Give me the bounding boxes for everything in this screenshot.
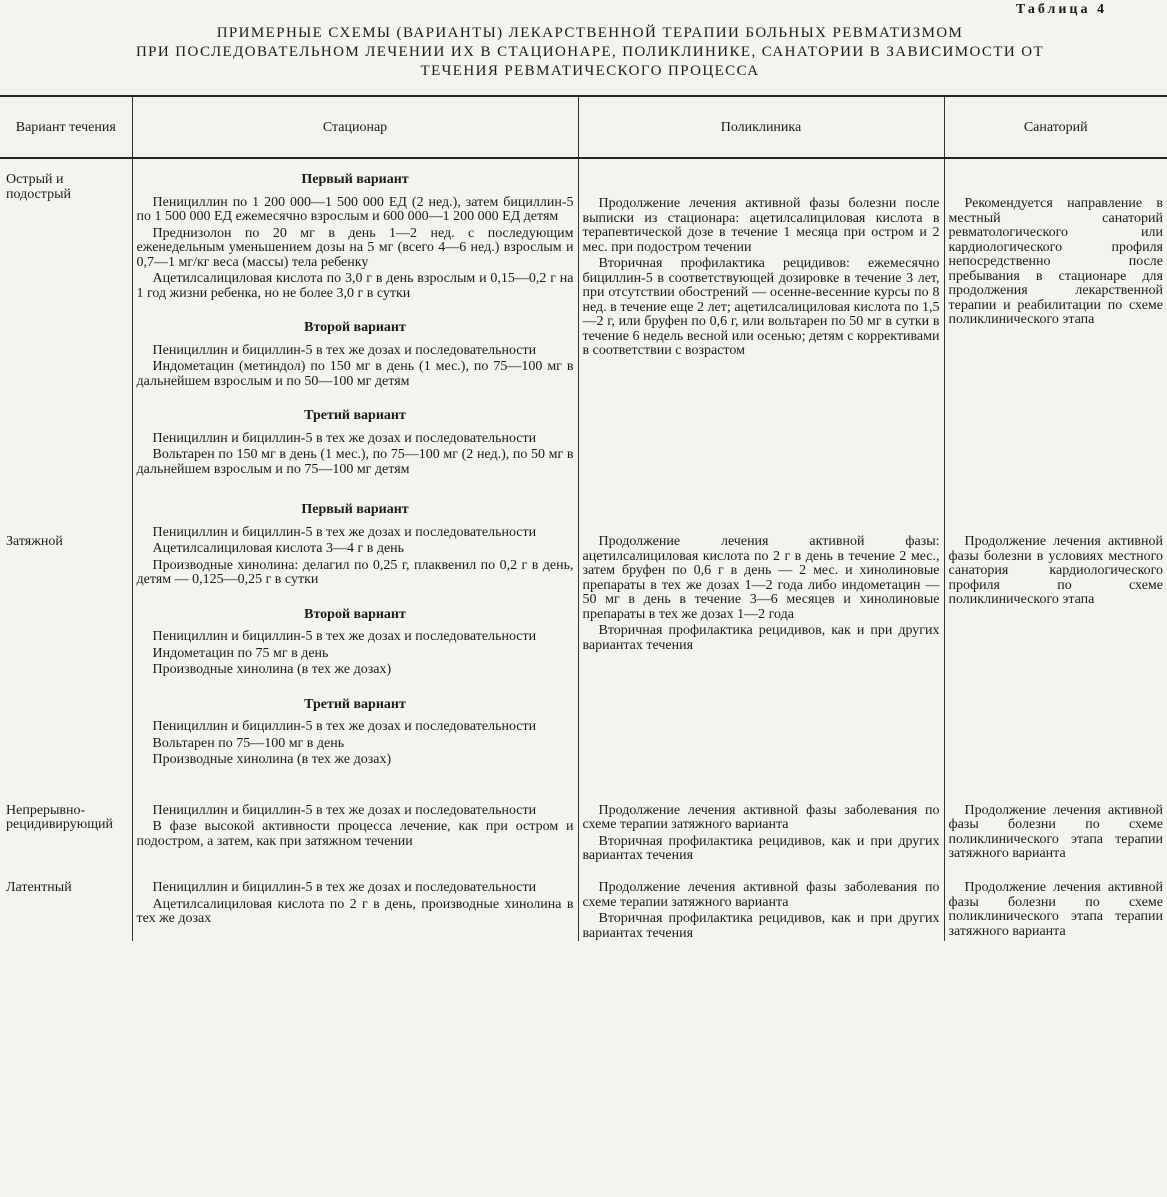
paragraph: Продолжение лечения активной фазы: ацетилсалициловая кислота по 2 г в день в течение 2 мес., затем бруфен по 0,6 г в день — 2 мес. и хинолиновые препараты в тех же дозах 1—2 года либо индометацин —50 мг в день в течение 3—6 месяцев и хинолиновые препараты в тех же дозах 1—2 года xyxy=(582,534,940,622)
paragraph: Пенициллин и бициллин-5 в тех же дозах и последовательности xyxy=(152,629,537,644)
course-latent: Латентный xyxy=(6,880,72,895)
table-row xyxy=(0,503,1167,794)
course-prolonged: Затяжной xyxy=(6,534,63,549)
paragraph: Продолжение лечения активной фазы болезни по схеме поликлинического этапа терапии затяжного варианта xyxy=(948,802,1163,861)
header-clinic: Поликлиника xyxy=(578,96,944,158)
clinic-cell-latent xyxy=(578,875,944,941)
paragraph: Пенициллин и бициллин-5 в тех же дозах и последовательности xyxy=(152,880,537,895)
variant-title: Второй вариант xyxy=(304,606,406,622)
paragraph: Рекомендуется направление в местный санаторий ревматологического или кардиологического профиля непосредственно после пребывания в стационаре для продолжения лекарственной терапии и реабилитации по схеме поликлинического этапа xyxy=(948,196,1163,327)
paragraph: Индометацин (метиндол) по 150 мг в день (1 мес.), по 75—100 мг в дальнейшем взрослым и по 50—100 мг детям xyxy=(136,359,574,389)
paragraph: Пенициллин и бициллин-5 в тех же дозах и последовательности xyxy=(152,719,537,734)
header-hospital: Стационар xyxy=(132,96,578,158)
variant-title: Третий вариант xyxy=(304,408,406,423)
clinic-cell-acute xyxy=(578,158,944,503)
header-variant: Вариант течения xyxy=(0,96,132,158)
paragraph: Производные хинолина (в тех же дозах) xyxy=(152,752,392,767)
paragraph: Вольтарен по 150 мг в день (1 мес.), по 75—100 мг (2 нед.), по 50 мг в дальнейшем взрослым и по 75—100 мг детям xyxy=(136,447,574,477)
paragraph: Ацетилсалициловая кислота 3—4 г в день xyxy=(152,541,405,556)
paragraph: Продолжение лечения активной фазы болезни после выписки из стационара: ацетилсалициловая кислота в терапевтической дозе в течение 1 месяца при остром и 2 мес. при подостром течении xyxy=(582,196,940,255)
table-label: Таблица 4 xyxy=(1015,2,1107,17)
header-row xyxy=(0,96,1167,158)
paragraph: Пенициллин и бициллин-5 в тех же дозах и последовательности xyxy=(152,802,537,818)
paragraph: Производные хинолина: делагил по 0,25 г, плаквенил по 0,2 г в день, детям — 0,125—0,25 г в сутки xyxy=(136,557,574,587)
paragraph: Продолжение лечения активной фазы заболевания по схеме терапии затяжного варианта xyxy=(582,880,940,910)
hospital-cell-acute xyxy=(132,158,578,503)
paragraph: Пенициллин и бициллин-5 в тех же дозах и последовательности xyxy=(152,430,537,446)
paragraph: Производные хинолина (в тех же дозах) xyxy=(152,662,392,677)
paragraph: Преднизолон по 20 мг в день 1—2 нед. с последующим еженедельным уменьшением дозы на 5 мг (всего 4—6 нед.) взрослым и 0,7—1 мг/кг веса (массы) тела ребенку xyxy=(136,225,574,270)
paragraph: Вторичная профилактика рецидивов: ежемесячно бициллин-5 в соответствующей дозировке в течение 3 лет, при отсутствии обострений — осенне-весенние курсы по 8 нед. в течение еще 2 лет; ацетилсалициловая кислота по 1,5—2 г, или бруфен по 0,6 г, или вольтарен по 50 мг в сутки в течение 6 недель весной или осенью; детям с коррективами в соответствии с возрастом xyxy=(582,256,940,358)
course-acute: Острый и подострый xyxy=(6,172,71,202)
table-row xyxy=(0,158,1167,503)
paragraph: Ацетилсалициловая кислота по 3,0 г в день взрослым и 0,15—0,2 г на 1 год жизни ребенка, но не более 3,0 г в сутки xyxy=(136,271,574,301)
paragraph: Вторичная профилактика рецидивов, как и при других вариантах течения xyxy=(582,833,940,863)
paragraph: Ацетилсалициловая кислота по 2 г в день, производные хинолина в тех же дозах xyxy=(136,896,574,926)
table-row xyxy=(0,875,1167,941)
paragraph: Вторичная профилактика рецидивов, как и при других вариантах течения xyxy=(582,623,940,653)
hospital-cell-prolonged xyxy=(132,503,578,794)
paragraph: Вольтарен по 75—100 мг в день xyxy=(152,735,345,751)
paragraph: Пенициллин и бициллин-5 в тех же дозах и последовательности xyxy=(152,342,537,358)
title-line-2: ПРИ ПОСЛЕДОВАТЕЛЬНОМ ЛЕЧЕНИИ ИХ В СТАЦИОНАРЕ, ПОЛИКЛИНИКЕ, САНАТОРИИ В ЗАВИСИМОСТИ ОТ xyxy=(135,44,1045,60)
title-line-1: ПРИМЕРНЫЕ СХЕМЫ (ВАРИАНТЫ) ЛЕКАРСТВЕННОЙ ТЕРАПИИ БОЛЬНЫХ РЕВМАТИЗМОМ xyxy=(216,25,964,41)
paragraph: Индометацин по 75 мг в день xyxy=(152,645,329,661)
paragraph: Продолжение лечения активной фазы болезни по схеме поликлинического этапа терапии затяжного варианта xyxy=(948,880,1163,939)
paragraph: Продолжение лечения активной фазы болезни в условиях местного санатория кардиологического профиля по схеме поликлинического этапа xyxy=(948,534,1163,607)
paragraph: Продолжение лечения активной фазы заболевания по схеме терапии затяжного варианта xyxy=(582,802,940,832)
paragraph: Пенициллин и бициллин-5 в тех же дозах и последовательности xyxy=(152,524,537,540)
table-title xyxy=(40,24,1140,81)
hospital-cell-latent xyxy=(132,875,578,941)
paragraph: Пенициллин по 1 200 000—1 500 000 ЕД (2 нед.), затем бициллин-5 по 1 500 000 ЕД ежемесячно взрослым и 600 000—1 200 000 ЕД детям xyxy=(136,194,574,224)
title-line-3: ТЕЧЕНИЯ РЕВМАТИЧЕСКОГО ПРОЦЕССА xyxy=(420,63,760,79)
variant-title: Второй вариант xyxy=(304,320,406,335)
header-sanatorium: Санаторий xyxy=(944,96,1167,158)
variant-title: Первый вариант xyxy=(301,172,409,187)
variant-title: Первый вариант xyxy=(301,502,409,517)
clinic-cell-prolonged xyxy=(578,503,944,794)
paragraph: В фазе высокой активности процесса лечение, как при остром и подостром, а затем, как при затяжном течении xyxy=(136,819,574,849)
sanatorium-cell-continuous xyxy=(944,794,1167,876)
hospital-cell-continuous xyxy=(132,794,578,876)
clinic-cell-continuous xyxy=(578,794,944,876)
variant-title: Третий вариант xyxy=(304,696,406,712)
sanatorium-cell-acute xyxy=(944,158,1167,503)
course-continuous: Непрерывно-рецидивирующий xyxy=(6,802,113,832)
sanatorium-cell-prolonged xyxy=(944,503,1167,794)
paragraph: Вторичная профилактика рецидивов, как и при других вариантах течения xyxy=(582,911,940,941)
sanatorium-cell-latent xyxy=(944,875,1167,941)
therapy-table xyxy=(0,95,1167,941)
table-row xyxy=(0,794,1167,876)
